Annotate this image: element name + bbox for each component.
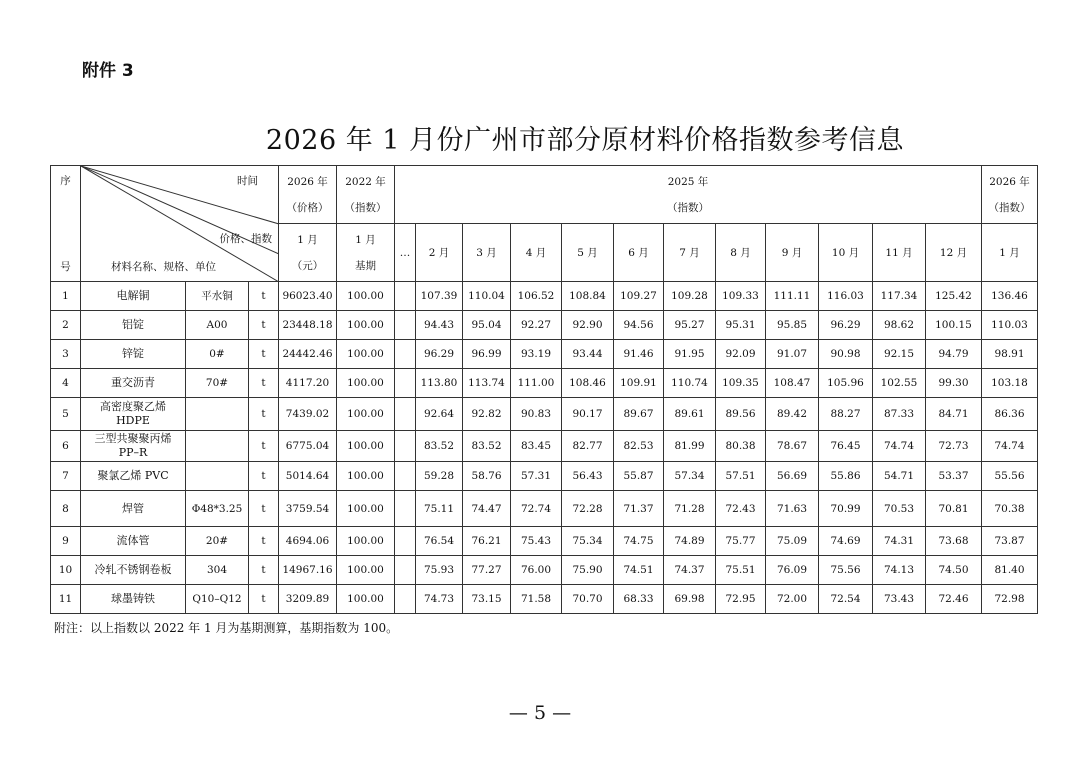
index-2025-value: 89.42: [766, 398, 819, 431]
index-2025-value: 74.75: [614, 527, 664, 556]
index-2025-value: 92.64: [416, 398, 463, 431]
price-2026-jan: 6775.04: [279, 431, 337, 462]
material-name-line: PP–R: [118, 446, 148, 459]
ellipsis-cell: [395, 311, 416, 340]
index-2025-value: 55.86: [819, 462, 873, 491]
index-2025-value: 74.69: [819, 527, 873, 556]
month-header: 8 月: [716, 224, 766, 282]
index-2025-value: 72.95: [716, 585, 766, 614]
index-2025-value: 92.82: [463, 398, 511, 431]
index-2025-value: 107.39: [416, 282, 463, 311]
ellipsis-cell: …: [395, 224, 416, 282]
index-2025-value: 92.09: [716, 340, 766, 369]
row-number: 4: [51, 369, 81, 398]
diag-material-label: 材料名称、规格、单位: [111, 261, 216, 273]
index-2022-base: 100.00: [337, 462, 395, 491]
index-2025-value: 105.96: [819, 369, 873, 398]
index-2025-value: 74.74: [873, 431, 926, 462]
index-2025-value: 83.52: [416, 431, 463, 462]
row-number: 9: [51, 527, 81, 556]
index-2026-jan: 74.74: [982, 431, 1038, 462]
index-2025-value: 80.38: [716, 431, 766, 462]
index-2025-value: 89.67: [614, 398, 664, 431]
index-2025-value: 75.11: [416, 491, 463, 527]
price-2026-jan: 5014.64: [279, 462, 337, 491]
col-2026-idx-month: 1 月: [982, 224, 1038, 282]
material-name: 重交沥青: [81, 369, 186, 398]
material-unit: t: [249, 369, 279, 398]
month-header: 6 月: [614, 224, 664, 282]
table-row: [51, 369, 1038, 398]
col-2026-idx-head: 2026 年 （指数）: [982, 166, 1038, 224]
index-2025-value: 108.46: [562, 369, 614, 398]
row-number: 10: [51, 556, 81, 585]
footnote: 附注：以上指数以 2022 年 1 月为基期测算，基期指数为 100。: [54, 621, 399, 635]
index-2025-value: 73.68: [926, 527, 982, 556]
index-2025-value: 113.80: [416, 369, 463, 398]
index-2025-value: 72.54: [819, 585, 873, 614]
index-2022-base: 100.00: [337, 398, 395, 431]
month-header: 2 月: [416, 224, 463, 282]
index-2025-value: 88.27: [819, 398, 873, 431]
index-2022-base: 100.00: [337, 282, 395, 311]
index-2025-value: 74.13: [873, 556, 926, 585]
index-2025-value: 71.58: [511, 585, 562, 614]
index-2025-value: 76.00: [511, 556, 562, 585]
index-2025-value: 94.79: [926, 340, 982, 369]
index-2026-jan: 70.38: [982, 491, 1038, 527]
index-2022-base: 100.00: [337, 527, 395, 556]
index-2025-value: 89.61: [664, 398, 716, 431]
index-2025-value: 113.74: [463, 369, 511, 398]
index-2025-value: 55.87: [614, 462, 664, 491]
page-title: 2026 年 1 月份广州市部分原材料价格指数参考信息: [265, 125, 905, 156]
index-2025-value: 111.11: [766, 282, 819, 311]
material-unit: t: [249, 282, 279, 311]
index-2025-value: 109.33: [716, 282, 766, 311]
index-2025-value: 75.34: [562, 527, 614, 556]
material-name: [81, 398, 186, 431]
price-2026-jan: 14967.16: [279, 556, 337, 585]
index-2022-base: 100.00: [337, 369, 395, 398]
index-2025-value: 70.99: [819, 491, 873, 527]
index-2026-jan: 98.91: [982, 340, 1038, 369]
index-2025-value: 95.27: [664, 311, 716, 340]
index-2025-value: 74.50: [926, 556, 982, 585]
ellipsis-cell: [395, 398, 416, 431]
index-2026-jan: 72.98: [982, 585, 1038, 614]
index-2025-value: 69.98: [664, 585, 716, 614]
index-2025-value: 99.30: [926, 369, 982, 398]
price-2026-jan: 3209.89: [279, 585, 337, 614]
diag-time-label: 时间: [237, 175, 258, 187]
col-2022-month: 1 月 基期: [337, 224, 395, 282]
index-2025-value: 94.43: [416, 311, 463, 340]
index-2025-value: 70.81: [926, 491, 982, 527]
price-2026-jan: 3759.54: [279, 491, 337, 527]
index-2025-value: 75.77: [716, 527, 766, 556]
col-2025-head: 2025 年 （指数）: [395, 166, 982, 224]
price-2026-jan: 24442.46: [279, 340, 337, 369]
table-row: [51, 431, 1038, 462]
seq-header: 序 号: [51, 166, 81, 282]
index-2025-value: 90.98: [819, 340, 873, 369]
table-row: [51, 398, 1038, 431]
month-header: 4 月: [511, 224, 562, 282]
index-2025-value: 90.17: [562, 398, 614, 431]
index-2025-value: 71.63: [766, 491, 819, 527]
index-2025-value: 74.37: [664, 556, 716, 585]
price-2026-jan: 96023.40: [279, 282, 337, 311]
price-2026-jan: 23448.18: [279, 311, 337, 340]
material-spec: Q10–Q12: [186, 585, 249, 614]
material-unit: t: [249, 398, 279, 431]
index-2025-value: 72.73: [926, 431, 982, 462]
material-name-line: 高密度聚乙烯: [100, 400, 166, 413]
index-2025-value: 109.35: [716, 369, 766, 398]
ellipsis-cell: [395, 431, 416, 462]
index-2025-value: 74.47: [463, 491, 511, 527]
index-2025-value: 70.70: [562, 585, 614, 614]
col-2026-price-month: 1 月 （元）: [279, 224, 337, 282]
material-spec: [186, 462, 249, 491]
index-2025-value: 57.51: [716, 462, 766, 491]
index-2025-value: 108.47: [766, 369, 819, 398]
index-2025-value: 116.03: [819, 282, 873, 311]
index-2025-value: 90.83: [511, 398, 562, 431]
index-2025-value: 83.45: [511, 431, 562, 462]
index-2025-value: 54.71: [873, 462, 926, 491]
index-2025-value: 108.84: [562, 282, 614, 311]
table-row: [51, 556, 1038, 585]
month-header: 9 月: [766, 224, 819, 282]
index-2025-value: 96.29: [819, 311, 873, 340]
index-2025-value: 71.28: [664, 491, 716, 527]
index-2022-base: 100.00: [337, 340, 395, 369]
material-spec: [186, 431, 249, 462]
index-2025-value: 89.56: [716, 398, 766, 431]
material-unit: t: [249, 556, 279, 585]
index-2025-value: 110.74: [664, 369, 716, 398]
material-spec: 0#: [186, 340, 249, 369]
index-2025-value: 75.90: [562, 556, 614, 585]
index-2026-jan: 73.87: [982, 527, 1038, 556]
material-unit: t: [249, 585, 279, 614]
ellipsis-cell: [395, 282, 416, 311]
material-spec: Φ48*3.25: [186, 491, 249, 527]
material-name: 电解铜: [81, 282, 186, 311]
index-2025-value: 68.33: [614, 585, 664, 614]
index-2025-value: 58.76: [463, 462, 511, 491]
index-2025-value: 76.21: [463, 527, 511, 556]
index-2025-value: 56.43: [562, 462, 614, 491]
index-2025-value: 70.53: [873, 491, 926, 527]
index-2025-value: 74.31: [873, 527, 926, 556]
index-2025-value: 72.46: [926, 585, 982, 614]
index-2025-value: 91.07: [766, 340, 819, 369]
index-2025-value: 75.56: [819, 556, 873, 585]
index-2025-value: 106.52: [511, 282, 562, 311]
index-2026-jan: 81.40: [982, 556, 1038, 585]
row-number: 6: [51, 431, 81, 462]
index-2022-base: 100.00: [337, 431, 395, 462]
index-2022-base: 100.00: [337, 311, 395, 340]
table-row: [51, 462, 1038, 491]
index-2022-base: 100.00: [337, 556, 395, 585]
index-2025-value: 73.15: [463, 585, 511, 614]
material-unit: t: [249, 431, 279, 462]
index-2025-value: 111.00: [511, 369, 562, 398]
index-2025-value: 76.09: [766, 556, 819, 585]
month-header: 10 月: [819, 224, 873, 282]
index-2025-value: 71.37: [614, 491, 664, 527]
month-header: 12 月: [926, 224, 982, 282]
table-row: [51, 491, 1038, 527]
index-2025-value: 95.85: [766, 311, 819, 340]
index-2025-value: 110.04: [463, 282, 511, 311]
index-2025-value: 57.34: [664, 462, 716, 491]
table-row: [51, 282, 1038, 311]
row-number: 5: [51, 398, 81, 431]
index-2025-value: 96.29: [416, 340, 463, 369]
index-2025-value: 96.99: [463, 340, 511, 369]
index-2025-value: 57.31: [511, 462, 562, 491]
row-number: 1: [51, 282, 81, 311]
month-header: 3 月: [463, 224, 511, 282]
ellipsis-cell: [395, 462, 416, 491]
material-name-line: HDPE: [116, 414, 150, 427]
material-name: [81, 431, 186, 462]
price-2026-jan: 4117.20: [279, 369, 337, 398]
index-2025-value: 87.33: [873, 398, 926, 431]
index-2025-value: 74.51: [614, 556, 664, 585]
ellipsis-cell: [395, 369, 416, 398]
index-2025-value: 73.43: [873, 585, 926, 614]
material-unit: t: [249, 340, 279, 369]
material-name-line: 三型共聚聚丙烯: [94, 432, 172, 445]
material-name: 流体管: [81, 527, 186, 556]
index-2022-base: 100.00: [337, 491, 395, 527]
index-2025-value: 76.54: [416, 527, 463, 556]
index-2025-value: 91.46: [614, 340, 664, 369]
table-row: [51, 527, 1038, 556]
index-2025-value: 56.69: [766, 462, 819, 491]
row-number: 7: [51, 462, 81, 491]
ellipsis-cell: [395, 556, 416, 585]
row-number: 8: [51, 491, 81, 527]
index-2022-base: 100.00: [337, 585, 395, 614]
diag-price-label: 价格、指数: [219, 233, 272, 245]
index-2025-value: 59.28: [416, 462, 463, 491]
index-2026-jan: 103.18: [982, 369, 1038, 398]
material-name: 锌锭: [81, 340, 186, 369]
material-unit: t: [249, 491, 279, 527]
table-row: [51, 585, 1038, 614]
material-name: 焊管: [81, 491, 186, 527]
ellipsis-cell: [395, 585, 416, 614]
material-spec: A00: [186, 311, 249, 340]
index-2025-value: 74.73: [416, 585, 463, 614]
material-spec: 70#: [186, 369, 249, 398]
month-header: 7 月: [664, 224, 716, 282]
index-2025-value: 78.67: [766, 431, 819, 462]
index-2026-jan: 55.56: [982, 462, 1038, 491]
index-2025-value: 75.09: [766, 527, 819, 556]
col-2026-price-head: 2026 年 （价格）: [279, 166, 337, 224]
index-2025-value: 72.00: [766, 585, 819, 614]
index-2025-value: 95.04: [463, 311, 511, 340]
index-2025-value: 76.45: [819, 431, 873, 462]
table-row: [51, 311, 1038, 340]
index-2025-value: 72.28: [562, 491, 614, 527]
material-name: 冷轧不锈钢卷板: [81, 556, 186, 585]
material-unit: t: [249, 527, 279, 556]
index-2025-value: 109.91: [614, 369, 664, 398]
index-2025-value: 82.53: [614, 431, 664, 462]
material-spec: [186, 398, 249, 431]
material-name: 铝锭: [81, 311, 186, 340]
index-2025-value: 75.51: [716, 556, 766, 585]
ellipsis-cell: [395, 340, 416, 369]
ellipsis-cell: [395, 527, 416, 556]
index-2025-value: 92.15: [873, 340, 926, 369]
index-2026-jan: 136.46: [982, 282, 1038, 311]
index-2025-value: 72.43: [716, 491, 766, 527]
price-2026-jan: 4694.06: [279, 527, 337, 556]
index-2025-value: 74.89: [664, 527, 716, 556]
index-2025-value: 117.34: [873, 282, 926, 311]
month-header: 5 月: [562, 224, 614, 282]
index-2025-value: 109.27: [614, 282, 664, 311]
index-2025-value: 81.99: [664, 431, 716, 462]
index-2025-value: 75.43: [511, 527, 562, 556]
material-unit: t: [249, 462, 279, 491]
material-name: 球墨铸铁: [81, 585, 186, 614]
index-2025-value: 75.93: [416, 556, 463, 585]
index-2025-value: 95.31: [716, 311, 766, 340]
index-2025-value: 53.37: [926, 462, 982, 491]
material-spec: 304: [186, 556, 249, 585]
index-2025-value: 92.27: [511, 311, 562, 340]
row-number: 11: [51, 585, 81, 614]
index-2025-value: 83.52: [463, 431, 511, 462]
price-2026-jan: 7439.02: [279, 398, 337, 431]
index-2025-value: 109.28: [664, 282, 716, 311]
attachment-label: 附件 3: [82, 61, 134, 81]
index-2025-value: 94.56: [614, 311, 664, 340]
table-row: [51, 340, 1038, 369]
index-2025-value: 77.27: [463, 556, 511, 585]
index-2025-value: 82.77: [562, 431, 614, 462]
index-2025-value: 93.44: [562, 340, 614, 369]
index-2025-value: 125.42: [926, 282, 982, 311]
col-2022-head: 2022 年 （指数）: [337, 166, 395, 224]
material-spec: 平水铜: [186, 282, 249, 311]
index-2025-value: 93.19: [511, 340, 562, 369]
price-index-table: [50, 165, 1038, 614]
row-number: 3: [51, 340, 81, 369]
index-2025-value: 84.71: [926, 398, 982, 431]
index-2025-value: 102.55: [873, 369, 926, 398]
index-2025-value: 100.15: [926, 311, 982, 340]
page-number: — 5 —: [508, 702, 572, 724]
index-2025-value: 98.62: [873, 311, 926, 340]
row-number: 2: [51, 311, 81, 340]
material-name: 聚氯乙烯 PVC: [81, 462, 186, 491]
material-unit: t: [249, 311, 279, 340]
material-spec: 20#: [186, 527, 249, 556]
index-2025-value: 91.95: [664, 340, 716, 369]
index-2025-value: 92.90: [562, 311, 614, 340]
month-header: 11 月: [873, 224, 926, 282]
index-2025-value: 72.74: [511, 491, 562, 527]
index-2026-jan: 110.03: [982, 311, 1038, 340]
index-2026-jan: 86.36: [982, 398, 1038, 431]
ellipsis-cell: [395, 491, 416, 527]
diagonal-header: [81, 166, 279, 282]
